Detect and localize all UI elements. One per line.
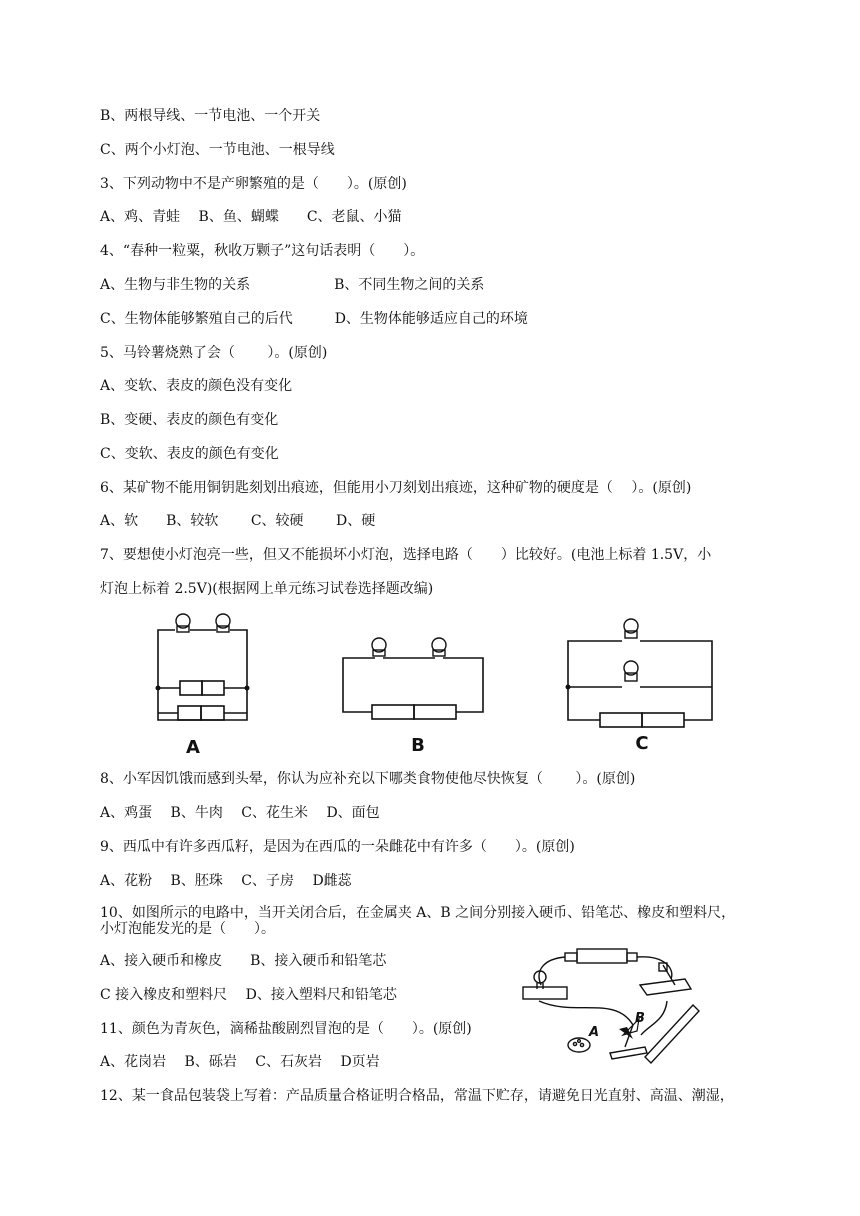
bulb-icon: [432, 638, 446, 656]
text-line: 3、下列动物中不是产卵繁殖的是（ ）。(原创): [100, 176, 407, 192]
text-line: 11、颜色为青灰色，滴稀盐酸剧烈冒泡的是（ ）。(原创): [100, 1021, 472, 1037]
text-line: A、鸡、青蛙 B、鱼、蝴蝶 C、老鼠、小猫: [100, 209, 402, 225]
text-line: 7、要想使小灯泡亮一些，但又不能损坏小灯泡，选择电路（ ）比较好。(电池上标着 1.5V，小: [100, 547, 712, 563]
text-line: C、变软、表皮的颜色有变化: [100, 446, 279, 462]
text-line: 12、某一食品包装袋上写着：产品质量合格证明合格品，常温下贮存，请避免日光直射、高温、潮湿，: [100, 1088, 734, 1104]
text-line: C、生物体能够繁殖自己的后代 D、生物体能够适应自己的环境: [100, 311, 528, 327]
circuit-label: B: [411, 735, 425, 755]
text-line: B、两根导线、一节电池、一个开关: [100, 108, 321, 124]
text-line: A、花岗岩 B、砾岩 C、石灰岩 D页岩: [100, 1054, 380, 1070]
bulb-icon: [372, 638, 386, 656]
text-line: A、鸡蛋 B、牛肉 C、花生米 D、面包: [100, 805, 380, 821]
circuit-diagram-b: [335, 630, 495, 755]
bulb-icon: [624, 661, 638, 681]
bulb-icon: [624, 619, 638, 638]
clip-label: A: [589, 1025, 600, 1040]
text-line: C、两个小灯泡、一节电池、一根导线: [100, 142, 335, 158]
text-line: 8、小军因饥饿而感到头晕，你认为应补充以下哪类食物使他尽快恢复（ ）。(原创): [100, 771, 636, 787]
text-line: A、花粉 B、胚珠 C、子房 D雌蕊: [100, 873, 352, 889]
clip-label: B: [635, 1011, 645, 1026]
text-line: 灯泡上标着 2.5V)(根据网上单元练习试卷选择题改编): [100, 581, 434, 597]
bulb-icon: [216, 614, 230, 632]
text-line: 6、某矿物不能用铜钥匙刻划出痕迹，但能用小刀刻划出痕迹，这种矿物的硬度是（ ）。(原创): [100, 480, 692, 496]
circuit-label: C: [635, 733, 649, 754]
text-line: A、软 B、较软 C、较硬 D、硬: [100, 513, 376, 529]
text-line: A、生物与非生物的关系 B、不同生物之间的关系: [100, 277, 485, 293]
circuit-diagram-a: [120, 608, 260, 758]
text-line: 4、“春种一粒粟，秋收万颗子”这句话表明（ ）。: [100, 243, 425, 259]
text-line: 小灯泡能发光的是（ ）。: [100, 921, 275, 937]
text-line: C 接入橡皮和塑料尺 D、接入塑料尺和铅笔芯: [100, 987, 397, 1003]
circuit-diagram-c: [560, 612, 720, 757]
text-line: 9、西瓜中有许多西瓜籽，是因为在西瓜的一朵雌花中有许多（ ）。(原创): [100, 839, 575, 855]
bulb-icon: [176, 614, 190, 632]
circuit-apparatus-illustration: [515, 935, 700, 1065]
text-line: A、接入硬币和橡皮 B、接入硬币和铅笔芯: [100, 953, 387, 969]
text-line: 10、如图所示的电路中，当开关闭合后，在金属夹 A、B 之间分别接入硬币、铅笔芯、橡皮和塑料尺，: [100, 905, 736, 921]
circuit-label: A: [186, 737, 200, 758]
text-line: B、变硬、表皮的颜色有变化: [100, 412, 279, 428]
text-line: 5、马铃薯烧熟了会（ ）。(原创): [100, 345, 328, 361]
text-line: A、变软、表皮的颜色没有变化: [100, 378, 293, 394]
